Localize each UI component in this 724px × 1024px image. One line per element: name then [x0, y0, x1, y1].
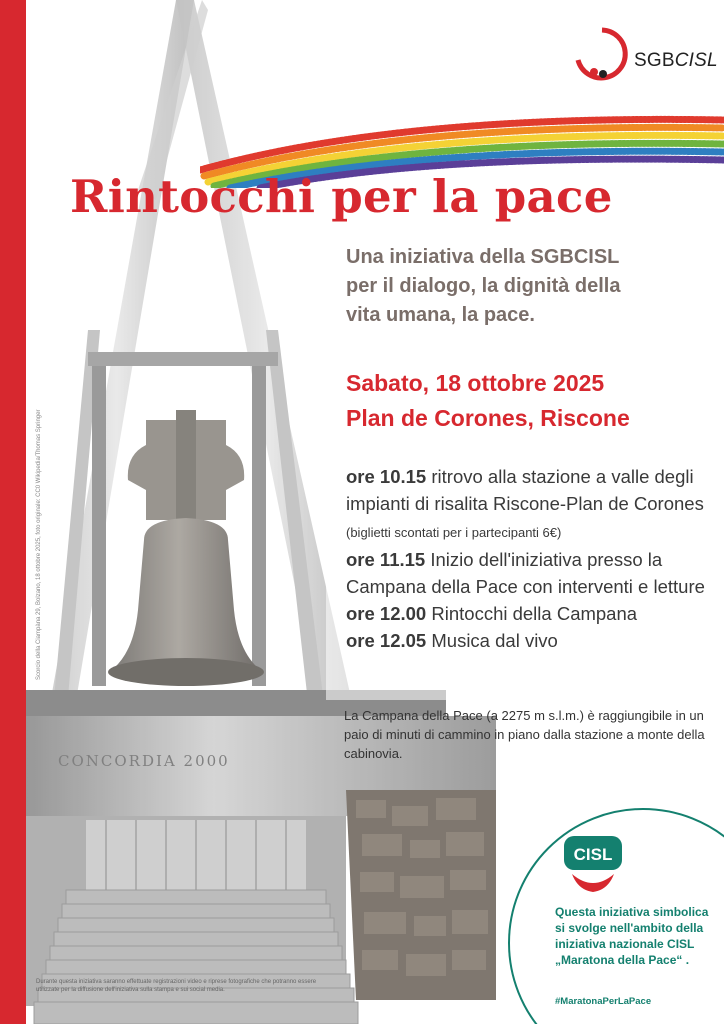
access-note: La Campana della Pace (a 2275 m s.l.m.) è raggiungibile in un paio di minuti di cammino in piano dalla stazione a monte della cabinovia. [344, 708, 705, 761]
schedule-item [346, 546, 716, 600]
recording-disclaimer: Durante questa iniziativa saranno effettuate registrazioni video e riprese fotografiche che potranno essere utilizzate per la diffusione dell'iniziativa sulla stampa e sui social media. [36, 979, 317, 993]
schedule-time: ore 10.15 [346, 466, 427, 487]
subtitle-line: vita umana, la pace. [346, 304, 535, 326]
event-place: Plan de Corones, Riscone [346, 405, 630, 431]
subtitle-line: Una iniziativa della SGBCISL [346, 246, 620, 268]
photo-credit: Scorcio della Ciampàna 29, Bolzano, 18 ottobre 2025, foto originale: CC0 Wikipedia/Thomas Springer [36, 409, 42, 680]
schedule-text: Rintocchi della Campana [431, 603, 638, 624]
subtitle-line: per il dialogo, la dignità della [346, 275, 621, 297]
subtitle [346, 243, 716, 330]
schedule-time: ore 12.05 [346, 630, 427, 651]
schedule-text: ritrovo alla stazione a valle degli impianti di risalita Riscone-Plan de Corones [346, 466, 704, 514]
schedule-time: ore 11.15 [346, 549, 426, 570]
schedule-text: Musica dal vivo [431, 630, 558, 651]
schedule-item [346, 463, 716, 546]
red-side-bar [0, 0, 26, 1024]
schedule-item [346, 627, 716, 654]
schedule [346, 463, 716, 654]
schedule-text: Inizio dell'iniziativa presso la Campana della Pace con interventi e letture [346, 549, 705, 597]
schedule-time: ore 12.00 [346, 603, 427, 624]
cisl-logo-icon [562, 832, 624, 894]
schedule-item [346, 600, 716, 627]
cisl-logo-text: CISL [573, 845, 613, 864]
monument-inscription: CONCORDIA 2000 [58, 752, 230, 770]
cisl-initiative-text: Questa iniziativa simbolica si svolge nell'ambito della iniziativa nazionale CISL „Maratona della Pace“ . [555, 905, 709, 967]
schedule-note: (biglietti scontati per i partecipanti 6€) [346, 525, 562, 540]
hashtag: #MaratonaPerLaPace [555, 996, 652, 1007]
event-date: Sabato, 18 ottobre 2025 [346, 370, 605, 396]
event-info [346, 366, 716, 436]
logo-wordmark: SGBCISL [634, 50, 718, 71]
page-title: Rintocchi per la pace [70, 170, 613, 223]
